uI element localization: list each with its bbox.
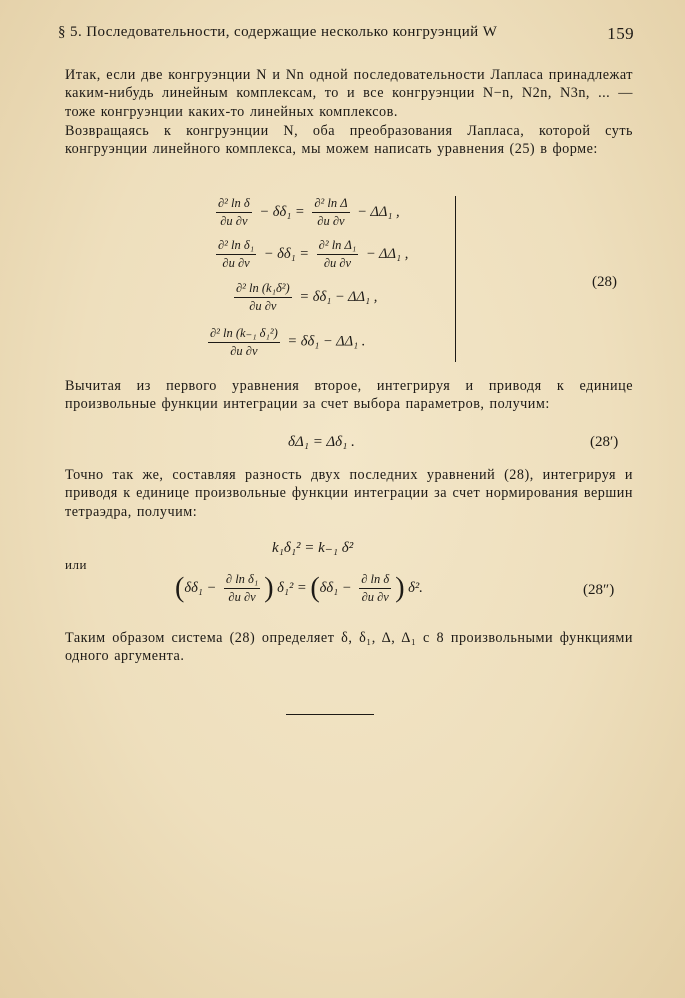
eq28pp-anum: ∂ ln δ₁ (224, 572, 260, 589)
equation-28-number: (28) (592, 274, 617, 290)
eq2-lnum: ∂² ln δ₁ (216, 238, 256, 255)
equation-28-line-4 (204, 325, 365, 359)
eq28pp-cnum: ∂ ln δ (359, 572, 391, 589)
running-header (58, 24, 634, 46)
page-number: 159 (607, 24, 634, 43)
eq3-lnum: ∂² ln (k₁δ²) (234, 281, 292, 298)
eq28pp-d: δ². (408, 579, 423, 596)
equation-28-double-prime: (δδ₁ − $\frac{\text{∂ ln δ₁}}{\partial u \partial v}$ ) δ₁² = (δδ₁ − $\frac{\text{∂ ln δ}}{\partial u \partial v}$ ) δ². (175, 572, 423, 604)
header-title: § 5. Последовательности, содержащие несколько конгруэнций W (58, 24, 498, 40)
eq28pp-b: δ₁² = (277, 579, 311, 596)
equation-28-prime-number: (28′) (590, 434, 619, 450)
eq4-tail: = δδ₁ − ΔΔ₁ . (287, 333, 366, 350)
equation-28-prime: δΔ₁ = Δδ₁ . (288, 434, 355, 450)
equation-k: k₁δ₁² = k₋₁ δ² (272, 540, 354, 556)
eq2-rden: ∂u ∂v (323, 256, 352, 270)
eq4-lnum: ∂² ln (k₋₁ δ₁²) (208, 325, 280, 343)
eq28pp-c: δδ₁ − (319, 579, 352, 596)
eq1-tail: − ΔΔ₁ , (357, 203, 400, 220)
eq1-rnum: ∂² ln Δ (312, 196, 349, 213)
eq3-tail: = δδ₁ − ΔΔ₁ , (299, 288, 378, 305)
eq2-tail: − ΔΔ₁ , (365, 245, 409, 262)
paragraph-1: Итак, если две конгруэнции N и Nn одной последовательности Лапласа принадлежат каким-нибудь линейным комплексам, то и все конгруэнции N−n, N2n, N3n, ... — тоже конгруэнции каких-то линейных комплексов. (65, 67, 633, 120)
eq2-mid: − δδ₁ = (263, 245, 310, 262)
eq2-rnum: ∂² ln Δ₁ (317, 238, 359, 255)
eq1-mid: − δδ₁ = (259, 203, 305, 220)
eq1-rden: ∂u ∂v (317, 214, 345, 228)
system-bracket (451, 196, 456, 362)
word-ili: или (65, 557, 87, 572)
equation-28-line-2 (212, 238, 408, 271)
paragraph-5: Таким образом система (28) определяет δ, δ₁, Δ, Δ₁ с 8 произвольными функциями одного аргумента. (65, 630, 633, 665)
equation-28-double-prime-number: (28″) (583, 582, 615, 598)
equation-28-line-3 (230, 281, 377, 314)
eq28pp-a: δδ₁ − (184, 579, 217, 596)
paragraph-2: Возвращаясь к конгруэнции N, оба преобразования Лапласа, которой суть конгруэнции линейного комплекса, мы можем написать уравнения (25) в форме: (65, 123, 633, 158)
eq1-lnum: ∂² ln δ (216, 196, 252, 213)
eq1-lden: ∂u ∂v (220, 214, 248, 228)
end-rule (286, 714, 374, 715)
eq4-lden: ∂u ∂v (230, 344, 258, 358)
eq28pp-cden: ∂u ∂v (361, 590, 389, 604)
eq28pp-aden: ∂u ∂v (228, 590, 256, 604)
eq3-lden: ∂u ∂v (249, 299, 277, 313)
equation-28-line-1 (212, 196, 400, 229)
eq2-lden: ∂u ∂v (222, 256, 250, 270)
paragraph-4: Точно так же, составляя разность двух последних уравнений (28), интегрируя и приводя к единице произвольные функции интеграции за счет нормирования вершин тетраэдра, получим: (65, 467, 633, 520)
paragraph-3: Вычитая из первого уравнения второе, интегрируя и приводя к единице произвольные функции интеграции за счет выбора параметров, получим: (65, 378, 633, 413)
